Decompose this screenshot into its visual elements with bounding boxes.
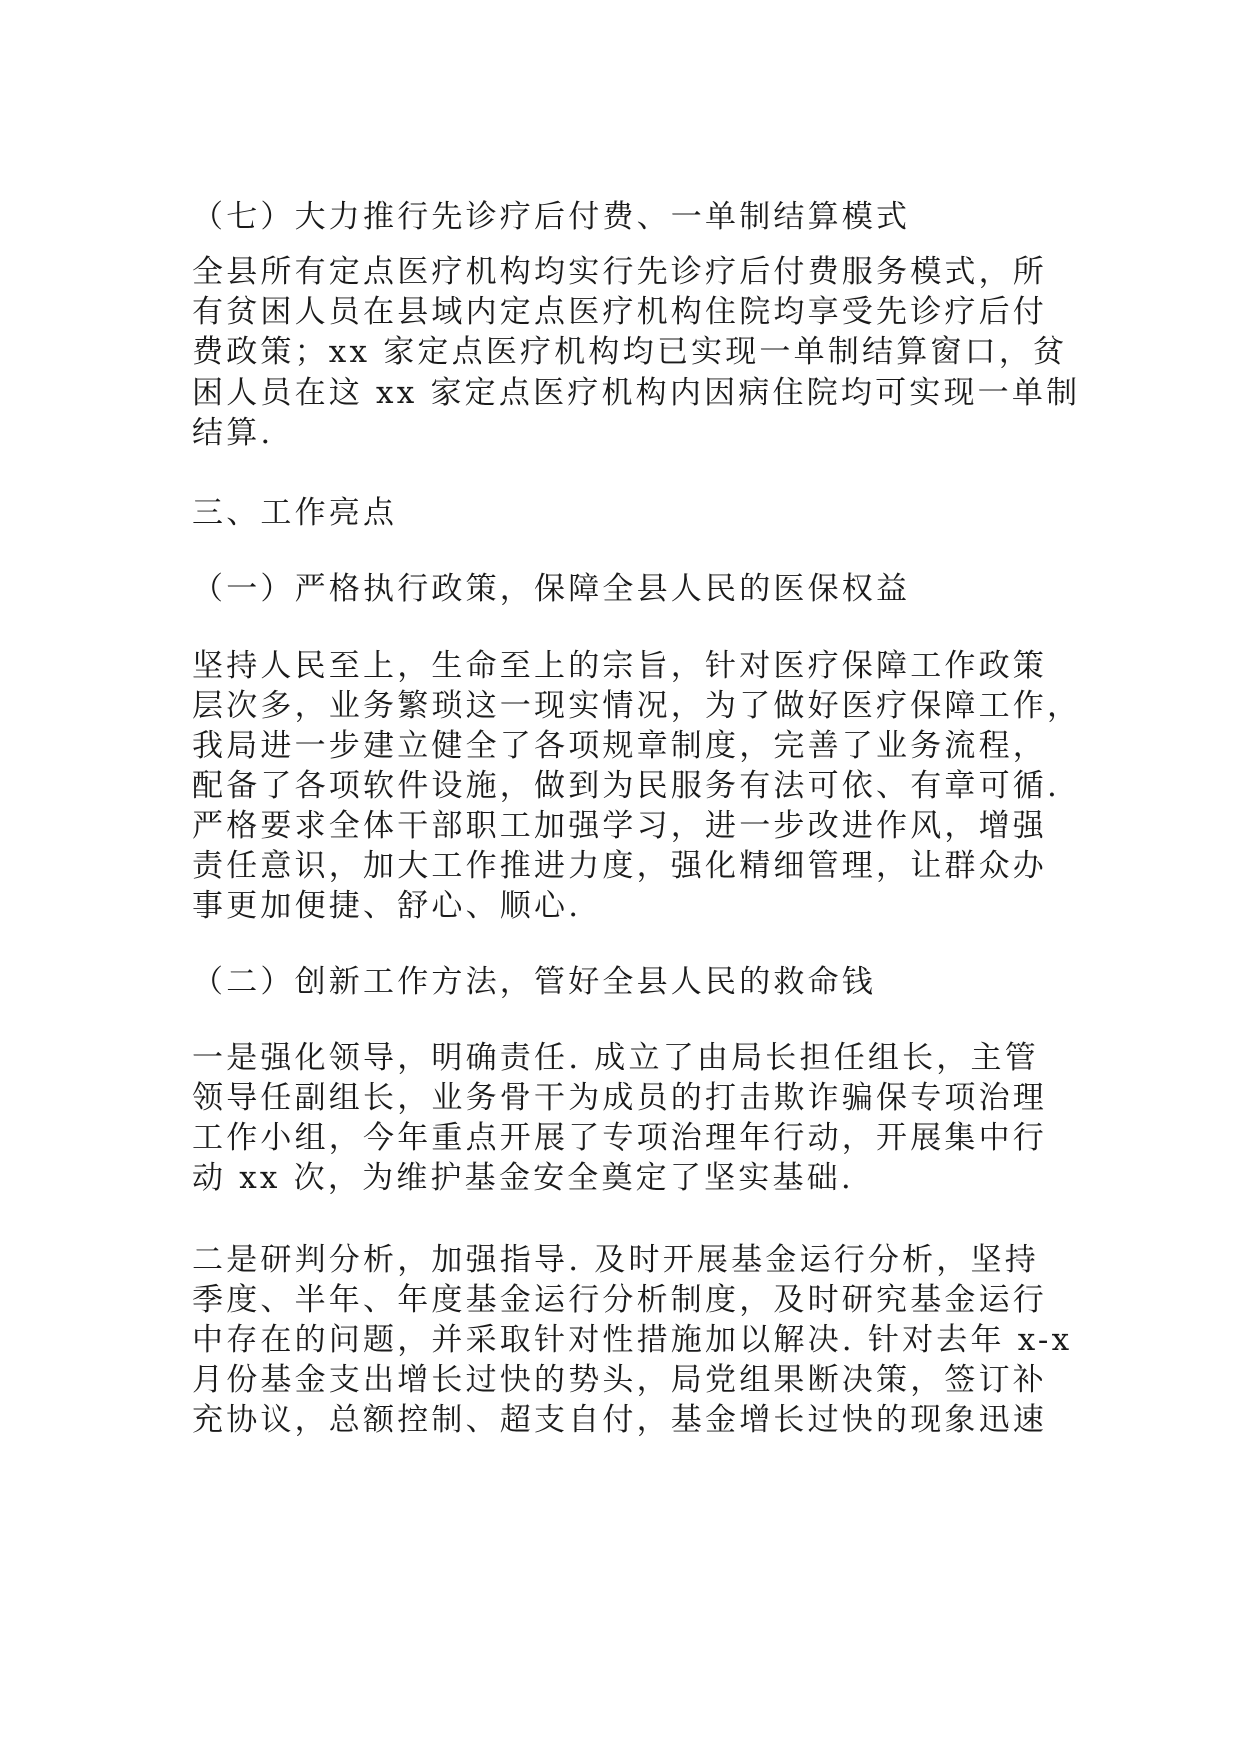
paragraph-line: 事更加便捷、舒心、顺心. — [192, 888, 582, 924]
paragraph-line: 我局进一步建立健全了各项规章制度，完善了业务流程， — [192, 728, 1047, 764]
paragraph-line: 季度、半年、年度基金运行分析制度，及时研究基金运行 — [192, 1282, 1047, 1318]
paragraph-line: 动 xx 次，为维护基金安全奠定了坚实基础. — [192, 1160, 854, 1196]
paragraph-line: 中存在的问题，并采取针对性措施加以解决. 针对去年 x-x — [192, 1322, 1073, 1358]
paragraph-line: 二是研判分析，加强指导. 及时开展基金运行分析，坚持 — [192, 1242, 1039, 1278]
section-heading: （七）大力推行先诊疗后付费、一单制结算模式 — [192, 199, 911, 235]
paragraph-line: 结算. — [192, 415, 274, 451]
paragraph-line: 严格要求全体干部职工加强学习，进一步改进作风，增强 — [192, 808, 1047, 844]
paragraph-line: 月份基金支出增长过快的势头，局党组果断决策，签订补 — [192, 1362, 1047, 1398]
section-heading: 三、工作亮点 — [192, 495, 398, 531]
paragraph-line: 领导任副组长，业务骨干为成员的打击欺诈骗保专项治理 — [192, 1080, 1047, 1116]
paragraph-line: 坚持人民至上，生命至上的宗旨，针对医疗保障工作政策 — [192, 648, 1047, 684]
paragraph-line: 层次多，业务繁琐这一现实情况，为了做好医疗保障工作， — [192, 688, 1082, 724]
paragraph-line: 全县所有定点医疗机构均实行先诊疗后付费服务模式，所 — [192, 254, 1047, 290]
paragraph-line: 工作小组，今年重点开展了专项治理年行动，开展集中行 — [192, 1120, 1047, 1156]
paragraph-line: 责任意识，加大工作推进力度，强化精细管理，让群众办 — [192, 848, 1047, 884]
paragraph-line: 配备了各项软件设施，做到为民服务有法可依、有章可循. — [192, 768, 1061, 804]
section-heading: （二）创新工作方法，管好全县人民的救命钱 — [192, 964, 876, 1000]
paragraph-line: 一是强化领导，明确责任. 成立了由局长担任组长，主管 — [192, 1040, 1039, 1076]
paragraph-line: 有贫困人员在县域内定点医疗机构住院均享受先诊疗后付 — [192, 294, 1047, 330]
paragraph-line: 充协议，总额控制、超支自付，基金增长过快的现象迅速 — [192, 1402, 1047, 1438]
paragraph-line: 费政策；xx 家定点医疗机构均已实现一单制结算窗口，贫 — [192, 334, 1068, 370]
section-heading: （一）严格执行政策，保障全县人民的医保权益 — [192, 571, 911, 607]
paragraph-line: 困人员在这 xx 家定点医疗机构内因病住院均可实现一单制 — [192, 375, 1081, 411]
